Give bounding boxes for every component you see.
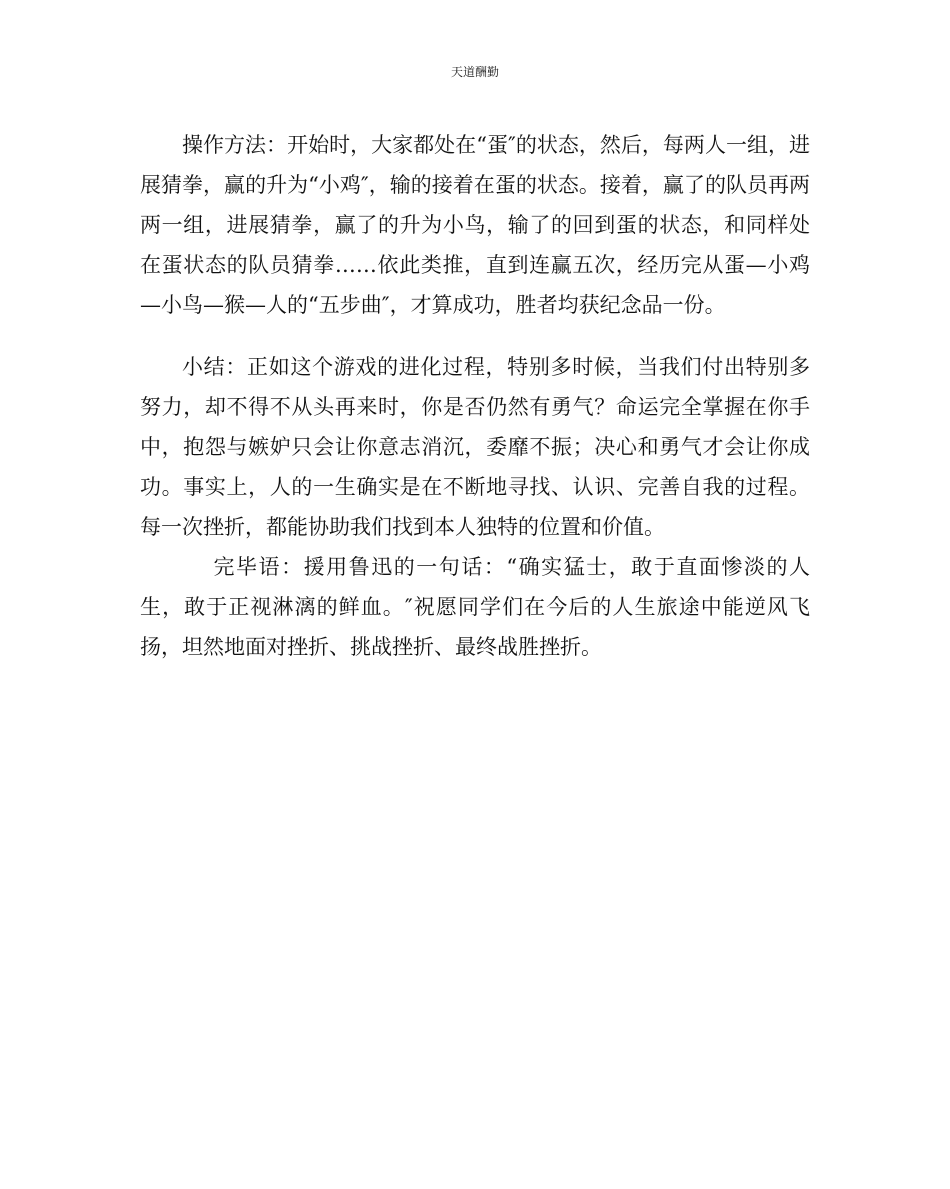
document-body bbox=[140, 125, 810, 667]
paragraph-operation-method: 操作方法：开始时，大家都处在“蛋″的状态，然后，每两人一组，进展猜拳，赢的升为“小鸡″，输的接着在蛋的状态。接着，赢了的队员再两两一组，进展猜拳，赢了的升为小鸟，输了的回到蛋的状态，和同样处在蛋状态的队员猜拳……依此类推，直到连赢五次，经历完从蛋—小鸡—小鸟—猴—人的“五步曲″，才算成功，胜者均获纪念品一份。 bbox=[140, 133, 810, 317]
page-header: 天道酬勤 bbox=[450, 65, 499, 79]
paragraph-closing-remarks: 完毕语：援用鲁迅的一句话：“确实猛士，敢于直面惨淡的人生，敢于正视淋漓的鲜血。″祝愿同学们在今后的人生旅途中能逆风飞扬，坦然地面对挫折、挑战挫折、最终战胜挫折。 bbox=[140, 555, 810, 659]
paragraph-summary: 小结：正如这个游戏的进化过程，特别多时候，当我们付出特别多努力，却不得不从头再来时，你是否仍然有勇气？命运完全掌握在你手中，抱怨与嫉妒只会让你意志消沉，委靡不振；决心和勇气才会让你成功。事实上，人的一生确实是在不断地寻找、认识、完善自我的过程。每一次挫折，都能协助我们找到本人独特的位置和价值。 bbox=[140, 355, 810, 539]
